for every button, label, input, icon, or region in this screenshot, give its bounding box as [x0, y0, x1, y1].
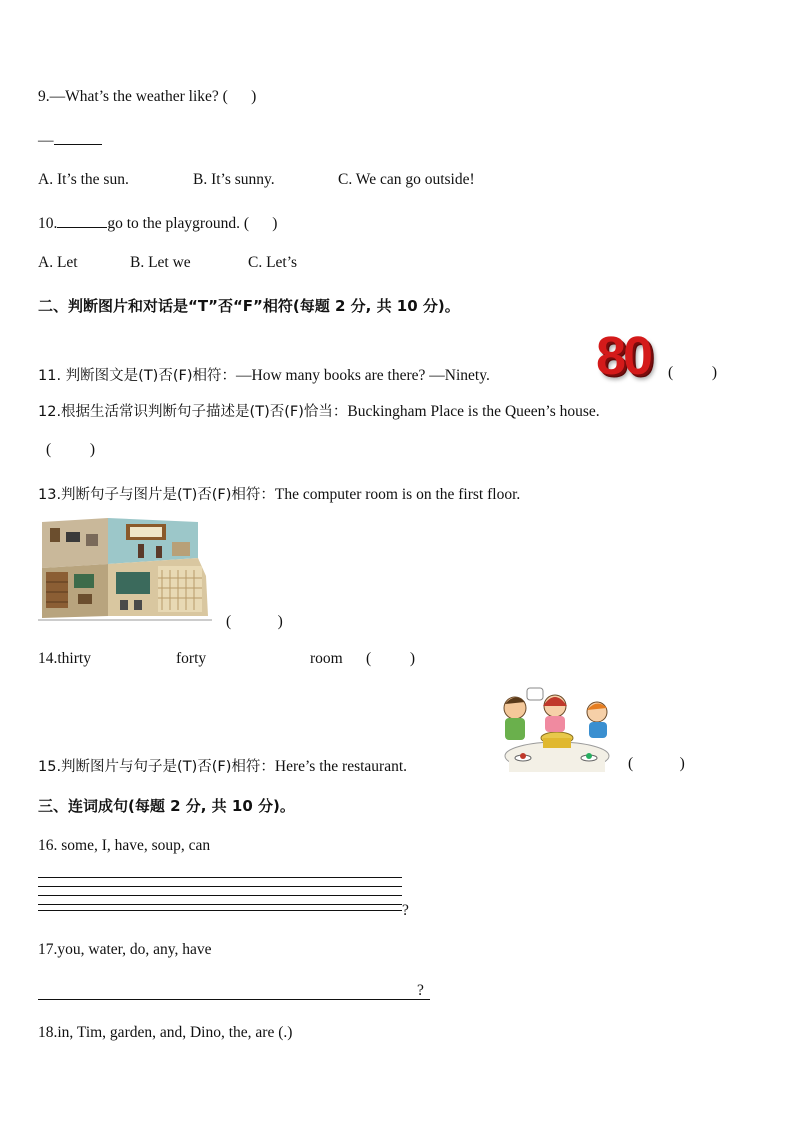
question-17: 17.you, water, do, any, have — [38, 941, 212, 958]
question-16-question-mark: ? — [402, 902, 409, 919]
question-13 — [38, 483, 520, 504]
question-15-answer-paren[interactable]: ( ) — [628, 755, 685, 772]
question-11-text: —How many books are there? —Ninety. — [236, 367, 490, 384]
question-10-option-a: A. Let — [38, 254, 78, 271]
question-14-number: 14. — [38, 650, 58, 667]
question-11-answer-paren[interactable]: ( ) — [668, 364, 718, 381]
question-14-word-thirty: thirty — [57, 650, 91, 667]
question-10-blank[interactable] — [57, 213, 107, 228]
question-11 — [38, 364, 490, 385]
question-11-prefix: 11. 判断图文是(T)否(F)相符： — [38, 368, 236, 384]
question-12 — [38, 400, 600, 421]
restaurant-family-image — [497, 686, 619, 772]
question-9-close-paren: ) — [251, 88, 257, 105]
question-13-answer-paren[interactable]: ( ) — [226, 613, 283, 630]
question-12-answer-paren[interactable]: ( ) — [46, 441, 96, 458]
question-9-option-a: A. It’s the sun. — [38, 171, 129, 188]
question-12-text: Buckingham Place is the Queen’s house. — [347, 403, 600, 420]
question-12-prefix: 12.根据生活常识判断句子描述是(T)否(F)恰当： — [38, 404, 348, 420]
answer-dash: — — [38, 132, 54, 149]
question-14-word-forty: forty — [176, 650, 207, 667]
question-16: 16. some, I, have, soup, can — [38, 837, 211, 854]
section-3-heading: 三、连词成句(每题 2 分, 共 10 分)。 — [38, 797, 295, 815]
writing-line[interactable] — [38, 910, 402, 911]
number-80-image: 80 — [596, 326, 651, 386]
question-10-close-paren: ) — [272, 215, 278, 232]
question-15-text: Here’s the restaurant. — [274, 758, 408, 775]
question-9-option-c: C. We can go outside! — [338, 171, 475, 188]
question-9-option-b: B. It’s sunny. — [193, 171, 275, 188]
writing-line[interactable] — [38, 895, 402, 896]
question-13-prefix: 13.判断句子与图片是(T)否(F)相符： — [38, 487, 275, 503]
question-10-text: go to the playground. ( — [107, 215, 250, 232]
question-10-number: 10. — [38, 215, 58, 232]
question-10 — [38, 213, 277, 233]
question-10-option-c: C. Let’s — [248, 254, 298, 271]
question-9 — [38, 88, 256, 106]
question-17-question-mark: ? — [417, 982, 424, 999]
question-9-answer-line — [38, 130, 102, 150]
writing-line[interactable] — [38, 886, 402, 887]
question-14-answer-paren[interactable]: ( ) — [366, 650, 416, 667]
question-14-word-room: room — [310, 650, 343, 667]
question-15-prefix: 15.判断图片与句子是(T)否(F)相符： — [38, 759, 275, 775]
question-13-text: The computer room is on the first floor. — [274, 486, 521, 503]
section-2-heading: 二、判断图片和对话是“T”否“F”相符(每题 2 分, 共 10 分)。 — [38, 297, 460, 315]
question-15 — [38, 755, 407, 776]
question-9-text: 9.—What’s the weather like? ( — [38, 88, 228, 105]
writing-line[interactable] — [38, 877, 402, 878]
question-14-first-word — [38, 650, 91, 668]
school-building-image — [38, 516, 212, 621]
answer-line[interactable] — [38, 999, 430, 1000]
question-10-option-b: B. Let we — [130, 254, 191, 271]
answer-blank[interactable] — [54, 130, 102, 145]
question-18: 18.in, Tim, garden, and, Dino, the, are (.) — [38, 1024, 293, 1041]
writing-line[interactable] — [38, 904, 402, 905]
